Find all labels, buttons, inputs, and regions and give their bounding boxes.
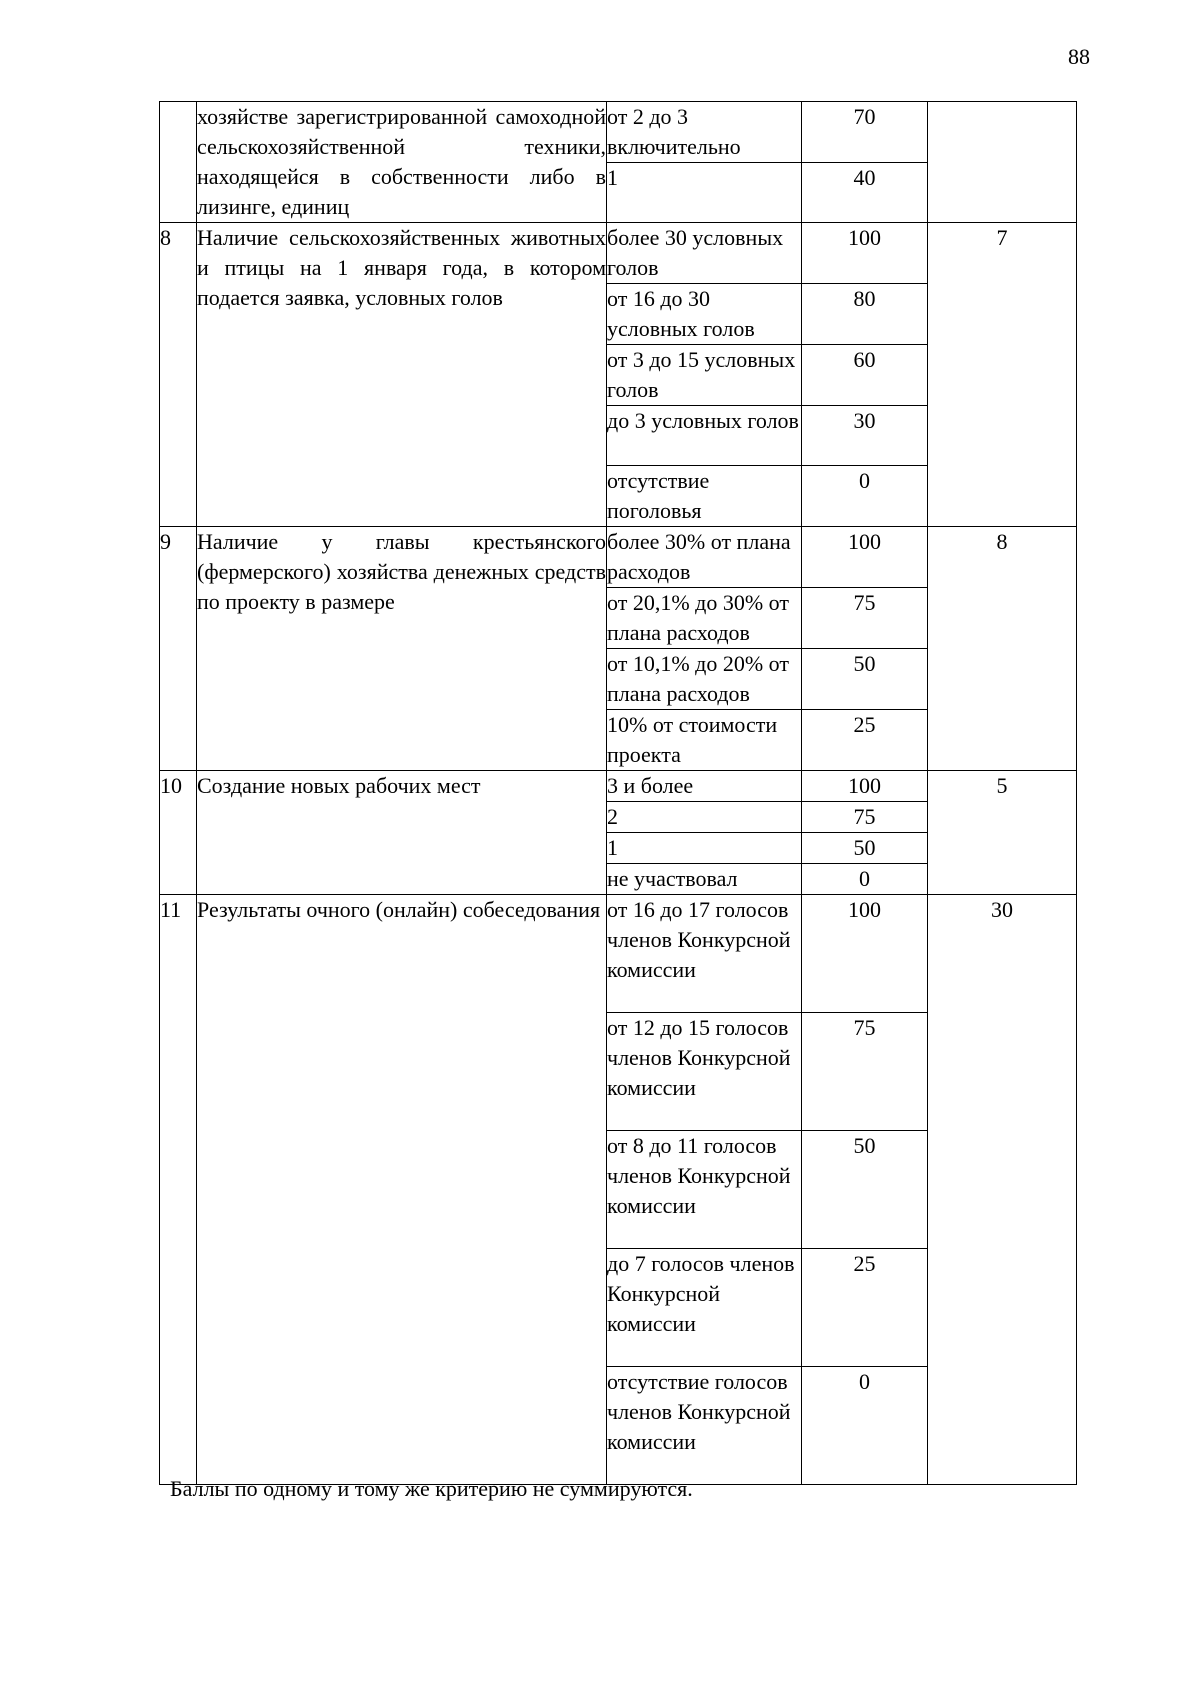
criterion-name: хозяйстве зарегистрированной самоходной сельскохозяйственной техники, находящейся в собственности либо в лизинге, единиц bbox=[197, 102, 607, 223]
criterion-weight: 8 bbox=[928, 527, 1077, 771]
table-row bbox=[160, 527, 1077, 588]
option-score: 100 bbox=[802, 771, 928, 802]
option-label: 10% от стоимости проекта bbox=[607, 710, 802, 771]
option-label: от 8 до 11 голосов членов Конкурсной комиссии bbox=[607, 1131, 802, 1249]
option-label: отсутствие поголовья bbox=[607, 466, 802, 527]
option-score: 100 bbox=[802, 223, 928, 284]
option-label: от 3 до 15 условных голов bbox=[607, 345, 802, 406]
option-label: до 7 голосов членов Конкурсной комиссии bbox=[607, 1249, 802, 1367]
option-score: 25 bbox=[802, 1249, 928, 1367]
table-row bbox=[160, 895, 1077, 1013]
option-label: 3 и более bbox=[607, 771, 802, 802]
option-label: от 16 до 30 условных голов bbox=[607, 284, 802, 345]
option-label: от 12 до 15 голосов членов Конкурсной комиссии bbox=[607, 1013, 802, 1131]
criteria-table bbox=[159, 101, 1077, 1485]
option-score: 100 bbox=[802, 895, 928, 1013]
option-score: 0 bbox=[802, 466, 928, 527]
criterion-number bbox=[160, 102, 197, 223]
table-row bbox=[160, 223, 1077, 284]
option-label: не участвовал bbox=[607, 864, 802, 895]
criterion-number: 11 bbox=[160, 895, 197, 1485]
criterion-weight: 30 bbox=[928, 895, 1077, 1485]
option-label: 2 bbox=[607, 802, 802, 833]
footnote: Баллы по одному и тому же критерию не суммируются. bbox=[170, 1476, 693, 1501]
option-score: 25 bbox=[802, 710, 928, 771]
option-score: 100 bbox=[802, 527, 928, 588]
criterion-weight: 5 bbox=[928, 771, 1077, 895]
table-row bbox=[160, 771, 1077, 802]
criterion-name: Наличие сельскохозяйственных животных и птицы на 1 января года, в котором подается заявка, условных голов bbox=[197, 223, 607, 527]
option-score: 40 bbox=[802, 163, 928, 223]
table-row bbox=[160, 102, 1077, 163]
option-score: 70 bbox=[802, 102, 928, 163]
option-score: 75 bbox=[802, 1013, 928, 1131]
criterion-weight bbox=[928, 102, 1077, 223]
criterion-name: Наличие у главы крестьянского (фермерского) хозяйства денежных средств по проекту в размере bbox=[197, 527, 607, 771]
criterion-weight: 7 bbox=[928, 223, 1077, 527]
option-score: 50 bbox=[802, 1131, 928, 1249]
option-label: от 16 до 17 голосов членов Конкурсной комиссии bbox=[607, 895, 802, 1013]
criterion-name: Создание новых рабочих мест bbox=[197, 771, 607, 895]
option-label: от 10,1% до 20% от плана расходов bbox=[607, 649, 802, 710]
option-label: более 30% от плана расходов bbox=[607, 527, 802, 588]
option-label: до 3 условных голов bbox=[607, 406, 802, 466]
criterion-number: 9 bbox=[160, 527, 197, 771]
option-score: 30 bbox=[802, 406, 928, 466]
option-score: 50 bbox=[802, 649, 928, 710]
option-score: 75 bbox=[802, 588, 928, 649]
option-label: 1 bbox=[607, 833, 802, 864]
criterion-number: 8 bbox=[160, 223, 197, 527]
option-label: 1 bbox=[607, 163, 802, 223]
option-score: 0 bbox=[802, 864, 928, 895]
option-score: 60 bbox=[802, 345, 928, 406]
option-label: более 30 условных голов bbox=[607, 223, 802, 284]
option-label: от 2 до 3 включительно bbox=[607, 102, 802, 163]
criterion-number: 10 bbox=[160, 771, 197, 895]
option-score: 75 bbox=[802, 802, 928, 833]
page-number: 88 bbox=[1068, 44, 1090, 69]
option-score: 0 bbox=[802, 1367, 928, 1485]
option-score: 50 bbox=[802, 833, 928, 864]
option-score: 80 bbox=[802, 284, 928, 345]
option-label: от 20,1% до 30% от плана расходов bbox=[607, 588, 802, 649]
option-label: отсутствие голосов членов Конкурсной комиссии bbox=[607, 1367, 802, 1485]
criterion-name: Результаты очного (онлайн) собеседования bbox=[197, 895, 607, 1485]
